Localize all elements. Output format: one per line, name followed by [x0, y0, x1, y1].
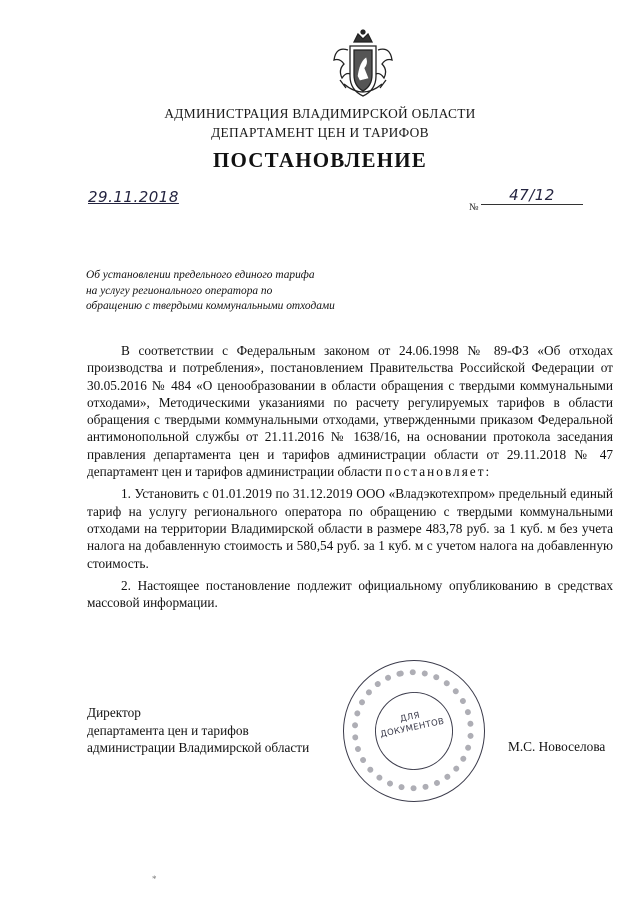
signatory-title [87, 704, 309, 757]
official-stamp [330, 647, 498, 815]
decree-word: постановляет: [385, 464, 492, 480]
subject-line: на услугу регионального оператора по [86, 284, 273, 297]
document-number: 47/12 [481, 186, 583, 205]
footer-mark: * [152, 874, 157, 884]
signatory-title-line: департамента цен и тарифов [87, 722, 249, 738]
preamble-text: В соответствии с Федеральным законом от 24.06.1998 № 89-ФЗ «Об отходах производства и потребления», постановлением Правительства Российской Федерации от 30.05.2016 № 484 «О ценообразовании в области обращения с твердыми коммунальными отходами», Методическими указаниями по расчету регулируемых тарифов в области обращения с твердыми коммунальными отходами, утвержденными приказом Федеральной антимонопольной службы от 21.11.2016 № 1638/16, на основании протокола заседания правления департамента цен и тарифов администрации области от 29.11.2018 № 47 департамент цен и тарифов администрации области [87, 343, 613, 480]
organization-name: АДМИНИСТРАЦИЯ ВЛАДИМИРСКОЙ ОБЛАСТИ [164, 106, 476, 121]
signatory-title-line: Директор [87, 705, 141, 720]
department-name: ДЕПАРТАМЕНТ ЦЕН И ТАРИФОВ [211, 125, 429, 140]
item-1-paragraph: 1. Установить с 01.01.2019 по 31.12.2019 ООО «Владэкотехпром» предельный единый тариф на услугу регионального оператора по обращению с твердыми коммунальными отходами на территории Владимирской области в размере 483,78 руб. за 1 куб. м без учета налога на добавленную стоимость и 580,54 руб. за 1 куб. м с учетом налога на добавленную стоимость. [87, 486, 613, 571]
signatory-name: М.С. Новоселова [508, 739, 606, 754]
preamble-paragraph [87, 342, 613, 480]
coat-of-arms-icon [330, 28, 396, 100]
stamp-center-text: ДЛЯ ДОКУМЕНТОВ [379, 710, 446, 740]
item-2-paragraph: 2. Настоящее постановление подлежит официальному опубликованию в средствах массовой информации. [87, 577, 613, 611]
document-date: 29.11.2018 [88, 188, 179, 206]
document-body [87, 342, 613, 616]
document-subject [86, 268, 416, 315]
subject-line: обращению с твердыми коммунальными отходами [86, 300, 335, 313]
number-label: № [469, 202, 479, 213]
document-type-title: ПОСТАНОВЛЕНИЕ [212, 148, 428, 172]
subject-line: Об установлении предельного единого тарифа [86, 269, 315, 281]
signatory-title-line: администрации Владимирской области [87, 740, 310, 756]
